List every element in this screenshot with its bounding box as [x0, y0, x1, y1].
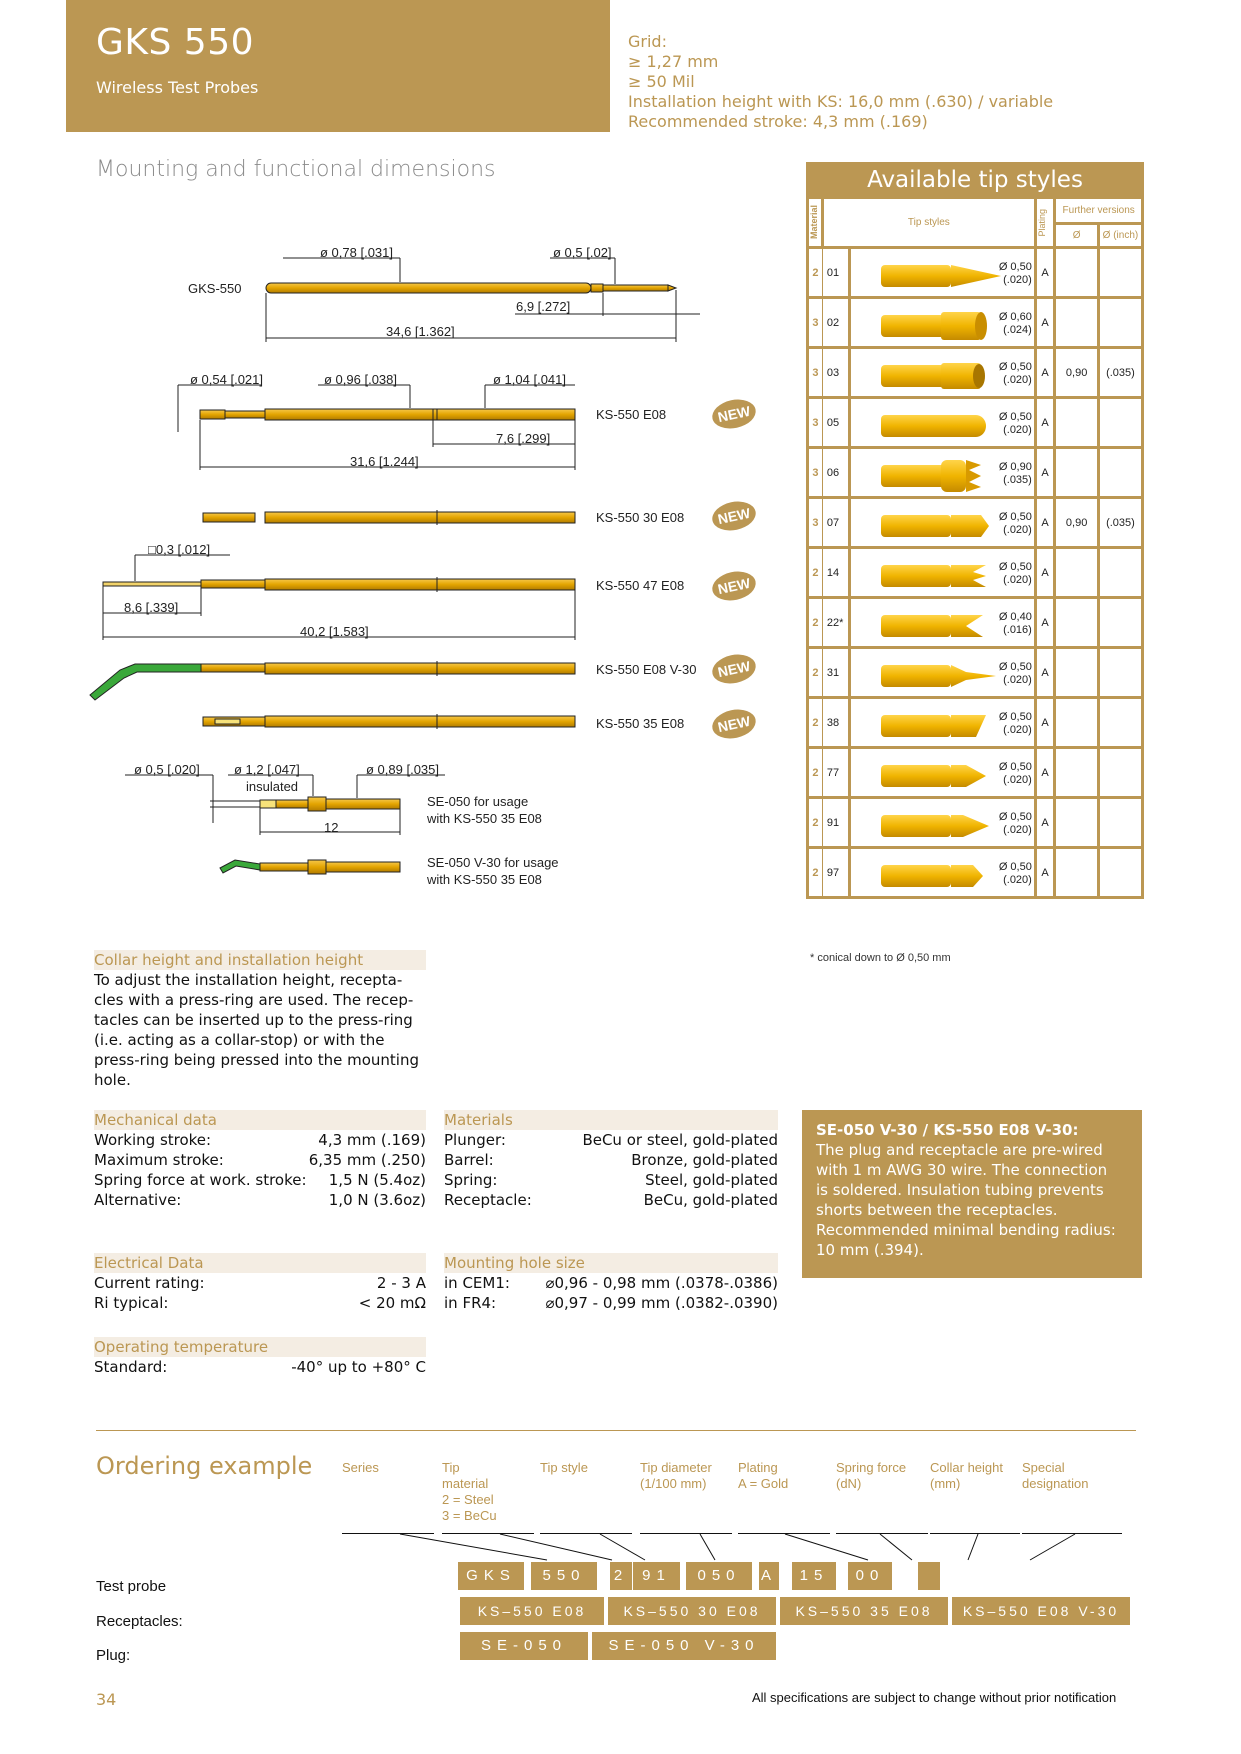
tip-serrated-v-icon [881, 609, 1011, 646]
tip-image-cell [850, 298, 1035, 348]
mechanical-value: 4,3 mm (.169) [318, 1131, 426, 1149]
tip-further-dia [1055, 398, 1099, 448]
materials-key: Barrel: [444, 1151, 494, 1169]
tip-further-inch [1098, 848, 1142, 898]
tip-style-row [808, 248, 1143, 298]
tip-image-cell [850, 448, 1035, 498]
plug-label: Plug: [96, 1647, 131, 1664]
tip-plating: A [1035, 748, 1055, 798]
tip-material: 2 [808, 698, 823, 748]
ks-550-30-e08-drawing [203, 510, 575, 525]
tip-diameter: Ø 0,50 (.020) [998, 811, 1032, 836]
mounting-hole-key: in FR4: [444, 1294, 497, 1312]
ks-30-label: KS-550 30 E08 [596, 510, 685, 525]
test-probe-code-segment [918, 1562, 940, 1590]
receptacle-code: KS–550 35 E08 [780, 1597, 948, 1625]
ks-e08-dim-total: 31,6 [1.244] [350, 454, 419, 469]
tip-plating: A [1035, 248, 1055, 298]
tip-footnote: * conical down to Ø 0,50 mm [810, 952, 951, 964]
col-dia-inch: Ø (inch) [1098, 224, 1142, 248]
tip-style-row [808, 498, 1143, 548]
ordering-column-label: Spring force (dN) [836, 1460, 907, 1491]
tip-code: 77 [822, 748, 850, 798]
mechanical-table [94, 1130, 426, 1210]
tip-crown-icon [881, 459, 1011, 496]
recommended-stroke: Recommended stroke: 4,3 mm (.169) [628, 112, 928, 131]
tip-further-dia [1055, 848, 1099, 898]
tip-code: 91 [822, 798, 850, 848]
gks-dim-tip-length: 6,9 [.272] [516, 299, 571, 314]
tip-image-cell [850, 748, 1035, 798]
electrical-row [94, 1293, 426, 1313]
tip-image-cell [850, 848, 1035, 898]
materials-row [444, 1150, 778, 1170]
tip-material: 3 [808, 348, 823, 398]
tip-wedge-icon [881, 759, 1011, 796]
plug-code: SE-050 [460, 1632, 588, 1660]
ordering-column-label: Tip material 2 = Steel 3 = BeCu [442, 1460, 497, 1523]
grid-mil: ≥ 50 Mil [628, 72, 695, 91]
tip-code: 22* [822, 598, 850, 648]
mechanical-value: 1,5 N (5.4oz) [328, 1171, 426, 1189]
tip-code: 31 [822, 648, 850, 698]
tip-material: 2 [808, 748, 823, 798]
mounting-hole-key: in CEM1: [444, 1274, 510, 1292]
tip-code: 38 [822, 698, 850, 748]
gks-dim-total: 34,6 [1.362] [386, 324, 455, 339]
tip-serrated-icon [881, 559, 1011, 596]
tip-material: 3 [808, 298, 823, 348]
tip-further-inch [1098, 748, 1142, 798]
gks-550-label: GKS-550 [188, 281, 242, 296]
test-probe-code-segment: 91 [633, 1562, 680, 1590]
ordering-column-line [738, 1533, 830, 1534]
receptacle-code: KS–550 E08 V-30 [952, 1597, 1130, 1625]
tip-further-inch: (.035) [1098, 498, 1142, 548]
ks-e08-dim-a: ø 0,54 [.021] [190, 372, 263, 387]
wiring-note: SE-050 V-30 / KS-550 E08 V-30: The plug and receptacle are pre-wired with 1 m AWG 30 wire. The connection is soldered. Insulation tubing prevents shorts between the receptacles. Recommended minimal bending radius: 10 mm (.394). [802, 1110, 1142, 1278]
ordering-column-label: Series [342, 1460, 379, 1475]
se050-label-2: with KS-550 35 E08 [427, 811, 542, 826]
tip-further-dia [1055, 598, 1099, 648]
tip-facet-icon [881, 859, 1011, 896]
tip-style-row [808, 298, 1143, 348]
tip-further-inch [1098, 248, 1142, 298]
gks-550-drawing [266, 258, 700, 342]
tip-plating: A [1035, 648, 1055, 698]
mechanical-key: Spring force at work. stroke: [94, 1171, 307, 1189]
ks-v30-label: KS-550 E08 V-30 [596, 662, 697, 677]
ks-550-35-e08-drawing [203, 714, 575, 729]
ordering-column-label: Collar height (mm) [930, 1460, 1003, 1491]
mechanical-value: 6,35 mm (.250) [308, 1151, 426, 1169]
tip-chisel-icon [881, 509, 1011, 546]
materials-row [444, 1190, 778, 1210]
mounting-hole-row [444, 1273, 778, 1293]
electrical-key: Current rating: [94, 1274, 205, 1292]
tip-further-inch: (.035) [1098, 348, 1142, 398]
electrical-value: 2 - 3 A [376, 1274, 426, 1292]
temperature-heading: Operating temperature [94, 1337, 426, 1357]
disclaimer: All specifications are subject to change without prior notification [752, 1690, 1117, 1705]
ks-47-dim-total: 40,2 [1.583] [300, 624, 369, 639]
grid-label: Grid: [628, 32, 667, 51]
ks-e08-dim-b: ø 0,96 [.038] [324, 372, 397, 387]
new-badge: NEW [710, 568, 759, 605]
mounting-hole-value: ⌀0,97 - 0,99 mm (.0382-.0390) [545, 1294, 778, 1312]
ordering-column-label: Tip diameter (1/100 mm) [640, 1460, 712, 1491]
mounting-hole-heading: Mounting hole size [444, 1253, 778, 1273]
tip-code: 97 [822, 848, 850, 898]
new-badge: NEW [710, 498, 759, 535]
col-dia: Ø [1055, 224, 1099, 248]
ks-47-dim-square: □0,3 [.012] [148, 542, 211, 557]
tip-bevel-icon [881, 709, 1011, 746]
ks-35-label: KS-550 35 E08 [596, 716, 685, 731]
mechanical-row [94, 1170, 426, 1190]
mechanical-key: Working stroke: [94, 1131, 212, 1149]
materials-row [444, 1130, 778, 1150]
test-probe-label: Test probe [96, 1578, 167, 1595]
se050-dim-length: 12 [324, 820, 339, 835]
tip-diameter: Ø 0,90 (.035) [998, 461, 1032, 486]
se050-dim-b-note: insulated [246, 779, 299, 794]
ordering-column-line [540, 1533, 632, 1534]
electrical-value: < 20 mΩ [358, 1294, 426, 1312]
tip-style-row [808, 748, 1143, 798]
tip-styles-title: Available tip styles [806, 162, 1144, 196]
tip-plating: A [1035, 448, 1055, 498]
tip-style-row [808, 548, 1143, 598]
tip-diameter: Ø 0,50 (.020) [998, 411, 1032, 436]
electrical-table [94, 1273, 426, 1313]
tip-further-inch [1098, 648, 1142, 698]
se050v30-label-2: with KS-550 35 E08 [427, 872, 542, 887]
tip-image-cell [850, 398, 1035, 448]
tip-plating: A [1035, 498, 1055, 548]
mounting-hole-value: ⌀0,96 - 0,98 mm (.0378-.0386) [545, 1274, 778, 1292]
test-probe-code-segment: 2 [610, 1562, 632, 1590]
tip-further-inch [1098, 698, 1142, 748]
materials-value: Bronze, gold-plated [631, 1151, 778, 1169]
grid-mm: ≥ 1,27 mm [628, 52, 719, 71]
tip-radius-icon [881, 409, 1011, 446]
materials-table [444, 1130, 778, 1210]
mechanical-row [94, 1190, 426, 1210]
tip-plating: A [1035, 398, 1055, 448]
tip-plating: A [1035, 798, 1055, 848]
electrical-heading: Electrical Data [94, 1253, 426, 1273]
gks-dim-tip: ø 0,5 [.02] [553, 245, 612, 260]
tip-plating: A [1035, 698, 1055, 748]
mechanical-key: Maximum stroke: [94, 1151, 224, 1169]
ordering-column-line [836, 1533, 928, 1534]
tip-plating: A [1035, 348, 1055, 398]
tip-material: 3 [808, 448, 823, 498]
installation-height: Installation height with KS: 16,0 mm (.630) / variable [628, 92, 1054, 111]
new-badge: NEW [710, 651, 759, 688]
tip-material: 3 [808, 498, 823, 548]
tip-further-dia [1055, 798, 1099, 848]
tip-styles-table [806, 196, 1144, 899]
col-further-versions: Further versions [1055, 198, 1143, 224]
tip-diameter: Ø 0,60 (.024) [998, 311, 1032, 336]
mounting-section-title: Mounting and functional dimensions [96, 157, 496, 182]
tip-diameter: Ø 0,50 (.020) [998, 861, 1032, 886]
tip-further-dia [1055, 548, 1099, 598]
tip-diameter: Ø 0,40 (.016) [998, 611, 1032, 636]
ordering-column-label: Special designation [1022, 1460, 1089, 1491]
mechanical-row [94, 1150, 426, 1170]
collar-text: To adjust the installation height, recepta- cles with a press-ring are used. The recep- tacles can be inserted up to the press-ring (i.e. acting as a collar-stop) or with the press-ring being pressed into the mounting hole. [94, 971, 419, 1089]
tip-diameter: Ø 0,50 (.020) [998, 761, 1032, 786]
tip-plating: A [1035, 848, 1055, 898]
se050-dim-b: ø 1,2 [.047] [234, 762, 300, 777]
tip-flat-head-icon [881, 309, 1011, 346]
se-050-v30-drawing [220, 860, 400, 874]
col-tip-styles: Tip styles [822, 198, 1035, 248]
ordering-column-line [342, 1533, 434, 1534]
tip-further-inch [1098, 548, 1142, 598]
tip-image-cell [850, 548, 1035, 598]
tip-material: 2 [808, 548, 823, 598]
tip-material: 3 [808, 398, 823, 448]
tip-further-dia: 0,90 [1055, 498, 1099, 548]
col-plating: Plating [1035, 198, 1055, 248]
plug-code: SE-050 V-30 [592, 1632, 776, 1660]
mechanical-value: 1,0 N (3.6oz) [328, 1191, 426, 1209]
materials-row [444, 1170, 778, 1190]
tip-needle-icon [881, 659, 1011, 696]
col-material: Material [808, 198, 823, 248]
test-probe-code-segment: 050 [686, 1562, 752, 1590]
mechanical-key: Alternative: [94, 1191, 182, 1209]
materials-key: Spring: [444, 1171, 498, 1189]
ordering-divider [96, 1430, 1136, 1431]
receptacle-code: KS–550 30 E08 [608, 1597, 776, 1625]
tip-code: 01 [822, 248, 850, 298]
new-badge: NEW [710, 396, 759, 433]
tip-style-row [808, 448, 1143, 498]
materials-heading: Materials [444, 1110, 778, 1130]
tip-further-dia [1055, 448, 1099, 498]
collar-heading: Collar height and installation height [94, 950, 426, 970]
mounting-hole-table [444, 1273, 778, 1313]
materials-value: BeCu, gold-plated [643, 1191, 778, 1209]
tip-further-dia [1055, 248, 1099, 298]
receptacle-code: KS–550 E08 [460, 1597, 604, 1625]
tip-further-dia [1055, 648, 1099, 698]
ordering-column-line [442, 1533, 534, 1534]
ordering-column-line [1022, 1533, 1122, 1534]
materials-key: Receptacle: [444, 1191, 532, 1209]
test-probe-code-segment: A [759, 1562, 779, 1590]
tip-material: 2 [808, 798, 823, 848]
tip-style-row [808, 698, 1143, 748]
test-probe-code-segment: 15 [792, 1562, 836, 1590]
ordering-column-line [930, 1533, 1020, 1534]
tip-diameter: Ø 0,50 (.020) [998, 261, 1032, 286]
tip-further-inch [1098, 448, 1142, 498]
mounting-hole-row [444, 1293, 778, 1313]
tip-further-dia [1055, 298, 1099, 348]
tip-further-dia [1055, 698, 1099, 748]
mechanical-row [94, 1130, 426, 1150]
tip-image-cell [850, 598, 1035, 648]
ordering-column-label: Plating A = Gold [738, 1460, 789, 1491]
ks-e08-dim-c: ø 1,04 [.041] [493, 372, 566, 387]
test-probe-code-segment: 550 [531, 1562, 597, 1590]
tip-style-row [808, 348, 1143, 398]
tip-image-cell [850, 498, 1035, 548]
tip-diameter: Ø 0,50 (.020) [998, 561, 1032, 586]
gks-dim-barrel: ø 0,78 [.031] [320, 245, 393, 260]
ks-e08-dim-ring: 7,6 [.299] [496, 431, 551, 446]
product-subtitle: Wireless Test Probes [96, 78, 259, 97]
wiring-note-title: SE-050 V-30 / KS-550 E08 V-30: [816, 1121, 1079, 1139]
tip-image-cell [850, 648, 1035, 698]
tip-code: 14 [822, 548, 850, 598]
tip-style-row [808, 648, 1143, 698]
tip-code: 07 [822, 498, 850, 548]
ordering-column-label: Tip style [540, 1460, 588, 1475]
ordering-column-line [640, 1533, 732, 1534]
tip-further-dia: 0,90 [1055, 348, 1099, 398]
ks-47-dim-pin: 8,6 [.339] [124, 600, 179, 615]
tip-code: 03 [822, 348, 850, 398]
se050-dim-a: ø 0,5 [.020] [134, 762, 200, 777]
page-number: 34 [96, 1690, 117, 1709]
test-probe-code-segment: 00 [848, 1562, 892, 1590]
tip-pyramid-icon [881, 809, 1011, 846]
se050v30-label-1: SE-050 V-30 for usage [427, 855, 559, 870]
mechanical-heading: Mechanical data [94, 1110, 426, 1130]
tip-style-row [808, 798, 1143, 848]
tip-code: 05 [822, 398, 850, 448]
temperature-key: Standard: [94, 1358, 168, 1376]
receptacles-label: Receptacles: [96, 1613, 183, 1630]
tip-diameter: Ø 0,50 (.020) [998, 711, 1032, 736]
tip-further-inch [1098, 398, 1142, 448]
tip-material: 2 [808, 848, 823, 898]
materials-key: Plunger: [444, 1131, 506, 1149]
tip-code: 02 [822, 298, 850, 348]
tip-cone-point-icon [881, 259, 1011, 296]
tip-concave-cup-icon [881, 359, 1011, 396]
ks-550-e08-v30-drawing [90, 661, 575, 700]
tip-style-row [808, 598, 1143, 648]
ks-47-label: KS-550 47 E08 [596, 578, 685, 593]
se050-label-1: SE-050 for usage [427, 794, 529, 809]
tip-style-row [808, 398, 1143, 448]
temperature-table [94, 1357, 426, 1377]
ordering-title: Ordering example [96, 1452, 313, 1480]
temperature-row [94, 1357, 426, 1377]
tip-image-cell [850, 248, 1035, 298]
tip-material: 2 [808, 648, 823, 698]
tip-image-cell [850, 798, 1035, 848]
tip-style-row [808, 848, 1143, 898]
tip-further-inch [1098, 298, 1142, 348]
tip-further-inch [1098, 798, 1142, 848]
materials-value: Steel, gold-plated [645, 1171, 778, 1189]
tip-plating: A [1035, 548, 1055, 598]
tip-diameter: Ø 0,50 (.020) [998, 511, 1032, 536]
temperature-value: -40° up to +80° C [291, 1358, 426, 1376]
se050-dim-c: ø 0,89 [.035] [366, 762, 439, 777]
tip-further-inch [1098, 598, 1142, 648]
tip-image-cell [850, 348, 1035, 398]
tip-diameter: Ø 0,50 (.020) [998, 361, 1032, 386]
tip-code: 06 [822, 448, 850, 498]
tip-diameter: Ø 0,50 (.020) [998, 661, 1032, 686]
tip-plating: A [1035, 598, 1055, 648]
tip-image-cell [850, 698, 1035, 748]
electrical-row [94, 1273, 426, 1293]
tip-further-dia [1055, 748, 1099, 798]
materials-value: BeCu or steel, gold-plated [582, 1131, 778, 1149]
tip-material: 2 [808, 248, 823, 298]
test-probe-code-segment: GKS [458, 1562, 524, 1590]
product-title: GKS 550 [96, 22, 255, 63]
ks-e08-label: KS-550 E08 [596, 407, 667, 422]
tip-plating: A [1035, 298, 1055, 348]
tip-material: 2 [808, 598, 823, 648]
new-badge: NEW [710, 706, 759, 743]
electrical-key: Ri typical: [94, 1294, 169, 1312]
